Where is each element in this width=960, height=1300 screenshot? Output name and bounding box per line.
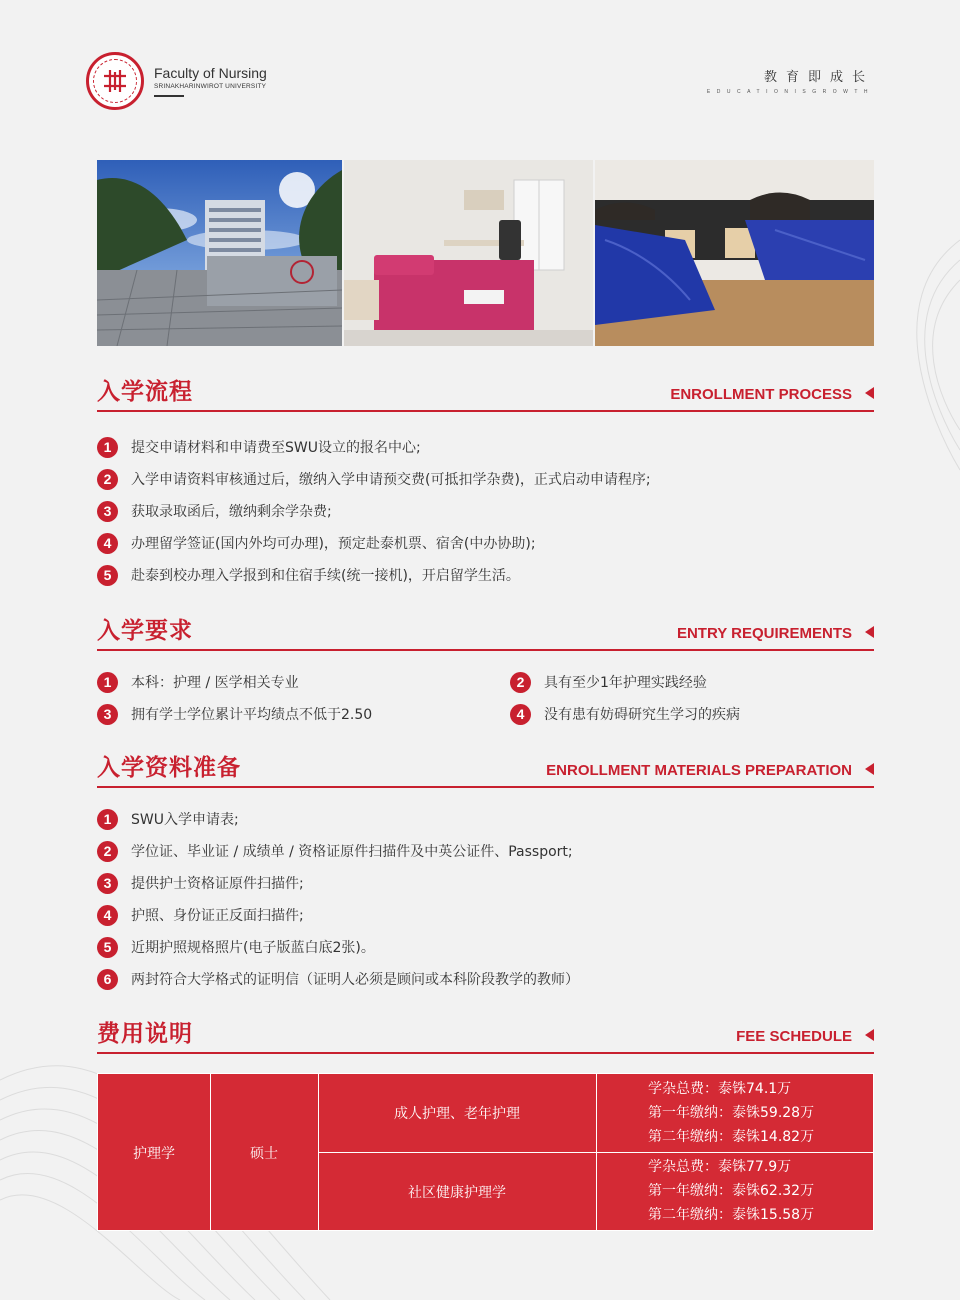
fee-table — [97, 1073, 874, 1231]
list-item — [97, 495, 874, 527]
enrollment-process-list — [97, 431, 874, 591]
list-item — [97, 431, 874, 463]
list-item-text: 拥有学士学位累计平均绩点不低于2.50 — [131, 707, 373, 723]
number-badge: 2 — [97, 841, 118, 862]
number-badge: 3 — [97, 501, 118, 522]
list-item — [97, 559, 874, 591]
slogan-chinese: 教育即成长 — [763, 70, 874, 85]
fee-degree-cell: 硕士 — [250, 1146, 278, 1162]
fee-line: 学杂总费：泰铢77.9万 — [648, 1159, 792, 1175]
number-badge: 1 — [97, 672, 118, 693]
list-item-text: 护照、身份证正反面扫描件; — [131, 908, 304, 924]
photo-strip — [97, 160, 874, 346]
section-enrollment-process-header — [97, 374, 874, 412]
fee-line: 学杂总费：泰铢74.1万 — [648, 1081, 792, 1097]
number-badge: 2 — [510, 672, 531, 693]
logo-subtitle: SRINAKHARINWIROT UNIVERSITY — [154, 83, 267, 90]
section-materials-header — [97, 750, 874, 788]
fee-line: 第二年缴纳：泰铢15.58万 — [648, 1207, 815, 1223]
section-title-cn: 入学资料准备 — [97, 755, 241, 781]
list-item-text: 提交申请材料和申请费至SWU设立的报名中心; — [131, 440, 421, 456]
fee-detail-cell — [648, 1155, 814, 1227]
fee-program-cell: 社区健康护理学 — [408, 1185, 506, 1201]
campus-building-photo — [97, 160, 342, 346]
list-item-text: SWU入学申请表; — [131, 812, 239, 828]
dorm-room-pink-bed-photo — [344, 160, 593, 346]
list-item-text: 没有患有妨碍研究生学习的疾病 — [544, 707, 740, 723]
list-item-text: 提供护士资格证原件扫描件; — [131, 876, 304, 892]
number-badge: 4 — [97, 533, 118, 554]
number-badge: 5 — [97, 565, 118, 586]
list-item-text: 入学申请资料审核通过后，缴纳入学申请预交费(可抵扣学杂费)，正式启动申请程序; — [131, 472, 651, 488]
triangle-marker-icon — [865, 626, 874, 638]
list-item — [97, 931, 874, 963]
section-title-cn: 入学流程 — [97, 379, 193, 405]
section-title-cn: 入学要求 — [97, 618, 193, 644]
slogan — [707, 66, 874, 95]
triangle-marker-icon — [865, 387, 874, 399]
list-item-text: 两封符合大学格式的证明信（证明人必须是顾问或本科阶段教学的教师） — [131, 972, 579, 988]
list-item — [97, 867, 874, 899]
number-badge: 2 — [97, 469, 118, 490]
list-item — [97, 835, 874, 867]
list-item-text: 学位证、毕业证 / 成绩单 / 资格证原件扫描件及中英公证件、Passport; — [131, 844, 573, 860]
section-title-en: ENROLLMENT MATERIALS PREPARATION — [546, 762, 852, 779]
section-title-en: ENROLLMENT PROCESS — [670, 386, 852, 403]
list-item — [97, 666, 510, 698]
list-item — [97, 963, 874, 995]
number-badge: 6 — [97, 969, 118, 990]
list-item — [97, 698, 510, 730]
number-badge: 3 — [97, 873, 118, 894]
list-item-text: 获取录取函后，缴纳剩余学杂费; — [131, 504, 332, 520]
number-badge: 1 — [97, 437, 118, 458]
section-title-cn: 费用说明 — [97, 1021, 193, 1047]
number-badge: 5 — [97, 937, 118, 958]
logo-title: Faculty of Nursing — [154, 65, 267, 81]
list-item-text: 赴泰到校办理入学报到和住宿手续(统一接机)，开启留学生活。 — [131, 568, 520, 584]
logo-underline — [154, 95, 184, 97]
slogan-english: EDUCATIONISGROWTH — [706, 89, 874, 95]
list-item — [510, 666, 874, 698]
list-item-text: 本科：护理 / 医学相关专业 — [131, 675, 299, 691]
list-item-text: 办理留学签证(国内外均可办理)，预定赴泰机票、宿舍(中办协助); — [131, 536, 536, 552]
fee-major-cell: 护理学 — [133, 1146, 175, 1162]
materials-list — [97, 803, 874, 995]
fee-line: 第一年缴纳：泰铢62.32万 — [648, 1183, 815, 1199]
number-badge: 4 — [97, 905, 118, 926]
university-seal-icon — [86, 52, 144, 110]
fee-line: 第二年缴纳：泰铢14.82万 — [648, 1129, 815, 1145]
fee-program-cell: 成人护理、老年护理 — [394, 1106, 520, 1122]
section-title-en: ENTRY REQUIREMENTS — [676, 625, 852, 642]
number-badge: 4 — [510, 704, 531, 725]
triangle-marker-icon — [865, 763, 874, 775]
section-fee-schedule-header — [97, 1016, 874, 1054]
list-item-text: 具有至少1年护理实践经验 — [544, 675, 707, 691]
dorm-room-blue-beds-photo — [595, 160, 874, 346]
section-entry-requirements-header — [97, 613, 874, 651]
list-item — [97, 463, 874, 495]
faculty-logo — [86, 52, 267, 110]
entry-requirements-list — [97, 666, 874, 730]
number-badge: 1 — [97, 809, 118, 830]
list-item — [510, 698, 874, 730]
list-item — [97, 899, 874, 931]
list-item-text: 近期护照规格照片(电子版蓝白底2张)。 — [131, 940, 375, 956]
fee-line: 第一年缴纳：泰铢59.28万 — [648, 1105, 815, 1121]
triangle-marker-icon — [865, 1029, 874, 1041]
section-title-en: FEE SCHEDULE — [736, 1028, 852, 1045]
list-item — [97, 527, 874, 559]
list-item — [97, 803, 874, 835]
number-badge: 3 — [97, 704, 118, 725]
fee-detail-cell — [648, 1077, 814, 1149]
